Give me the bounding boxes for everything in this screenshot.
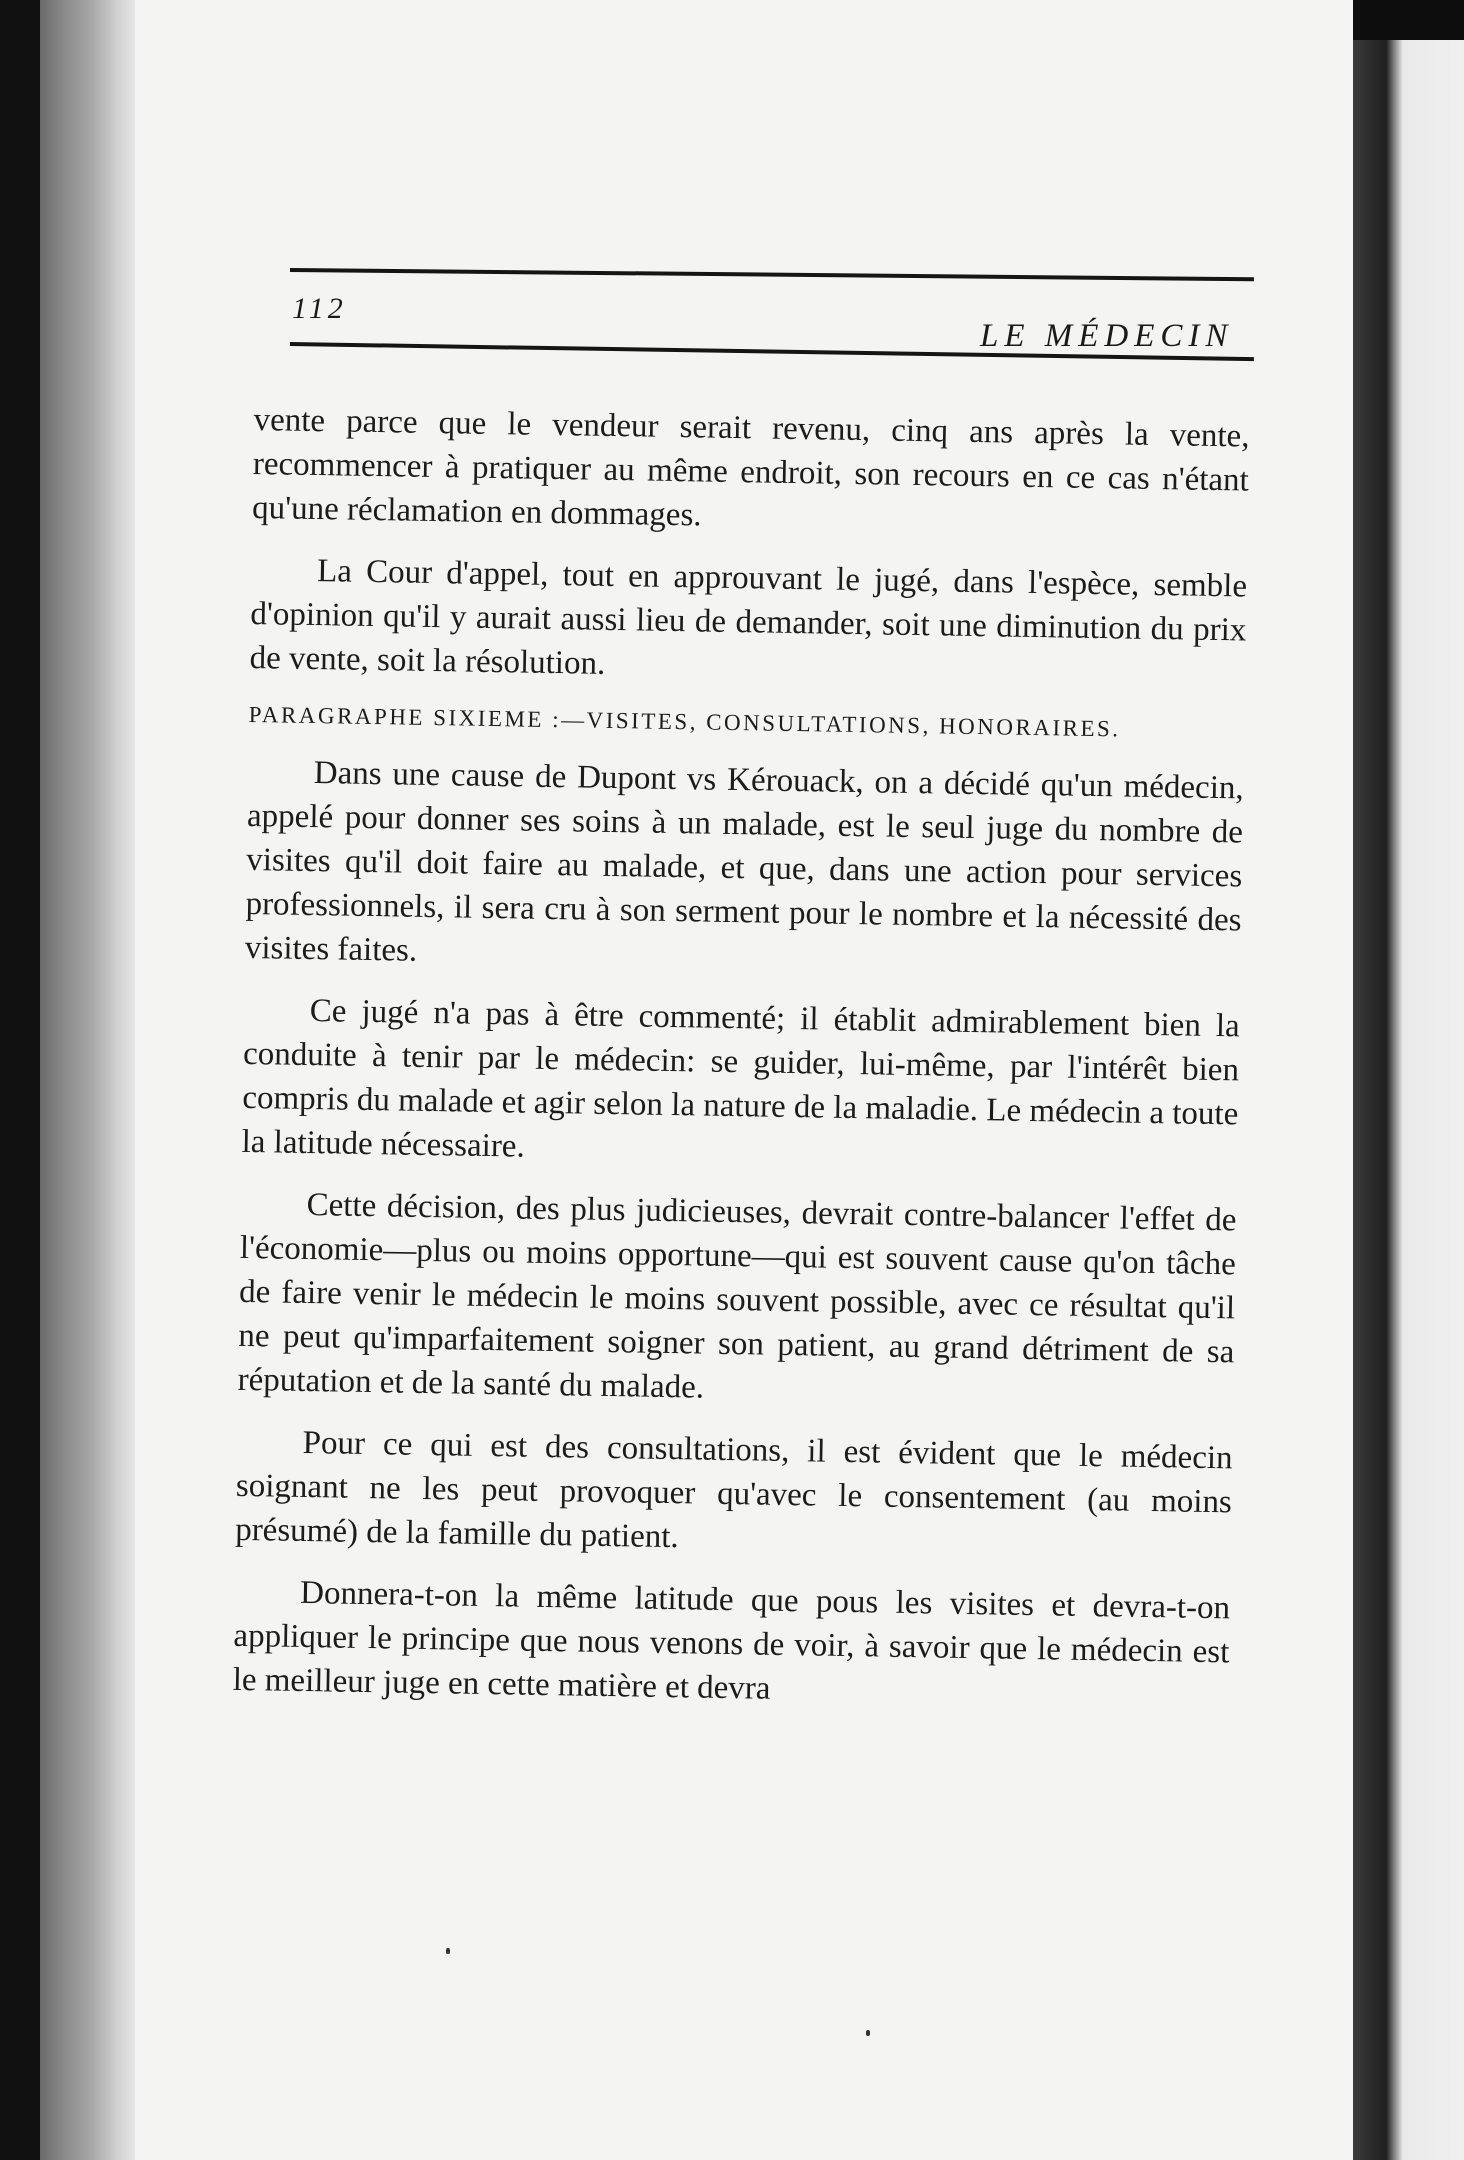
running-head: LE MÉDECIN [980,318,1234,354]
paragraph: La Cour d'appel, tout en approuvant le jugé, dans l'espèce, semble d'opinion qu'il y aurait aussi lieu de demander, soit une diminution du prix de vente, soit la résolution. [249,553,1248,682]
page-body [232,398,1250,1736]
facing-page-edge [1353,40,1464,2160]
page-number: 112 [292,292,347,325]
book-binding-edge [40,0,135,2160]
section-heading: PARAGRAPHE SIXIEME :—VISITES, CONSULTATIONS, HONORAIRES. [248,701,1121,742]
paper-speck [866,2030,870,2036]
paragraph: Pour ce qui est des consultations, il est évident que le médecin soignant ne les peut provoquer qu'avec le consentement (au moins présumé) de la famille du patient. [234,1424,1233,1556]
paragraph: Cette décision, des plus judicieuses, devrait contre-balancer l'effet de l'économie—plus ou moins opportune—qui est souvent cause qu'on tâche de faire venir le médecin le moins souvent possible, avec ce résultat qu'il ne peut qu'imparfaitement soigner son patient, au grand détriment de sa réputation et de la santé du malade. [237,1186,1237,1406]
paragraph: Donnera-t-on la même latitude que pous les visites et devra-t-on appliquer le principe que nous venons de voir, à savoir que le médecin est le meilleur juge en cette matière et devra [232,1574,1231,1707]
scan-corner [1353,0,1464,40]
paragraph: vente parce que le vendeur serait revenu, cinq ans après la vente, recommencer à pratiquer au même endroit, son recours en ce cas n'étant qu'une réclamation en dommages. [251,401,1250,534]
paragraph: Dans une cause de Dupont vs Kérouack, on a décidé qu'un médecin, appelé pour donner ses soins à un malade, est le seul juge du nombre de visites qu'il doit faire au malade, et que, dans une action pour services professionnels, il sera cru à son serment pour le nombre et la nécessité des visites faites. [244,755,1244,969]
paper-speck [446,1948,450,1954]
paragraph: Ce jugé n'a pas à être commenté; il établit admirablement bien la conduite à tenir par le médecin: se guider, lui-même, par l'intérêt bien compris du malade et agir selon la nature de la maladie. Le médecin a toute la latitude nécessaire. [241,993,1241,1165]
